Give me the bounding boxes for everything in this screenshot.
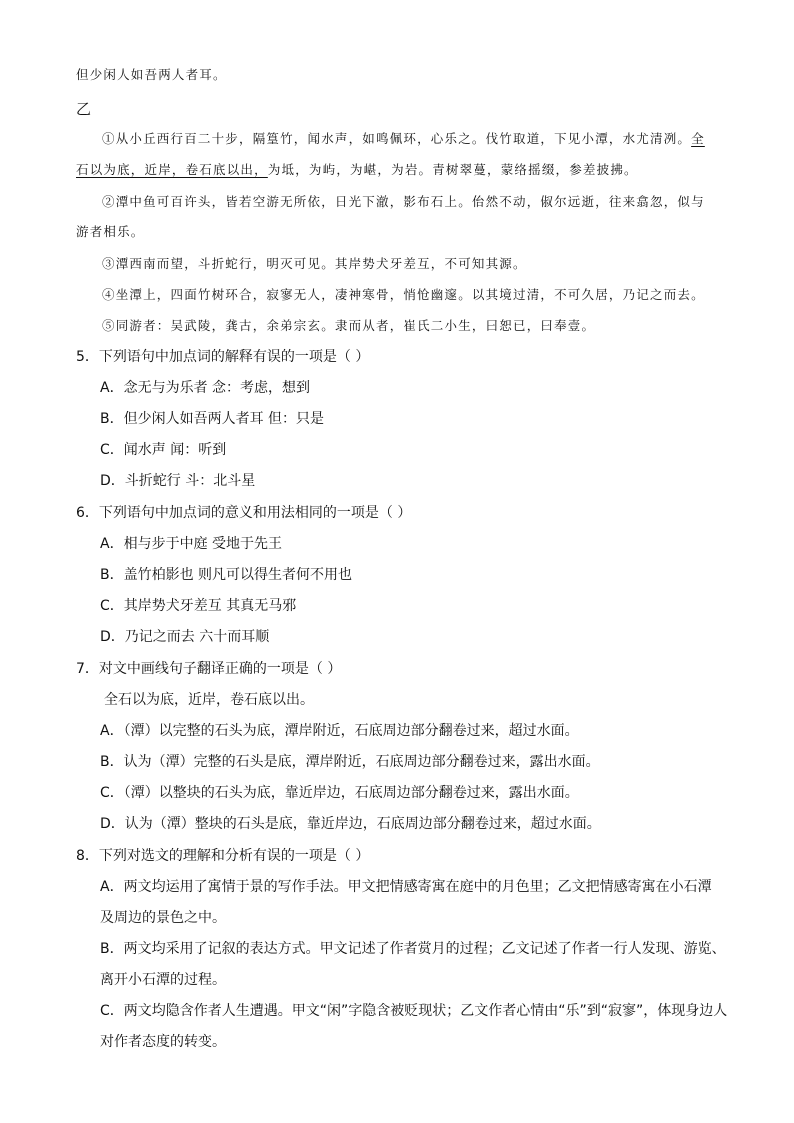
- question-7-option-d: D．认为（潭）整块的石头是底，靠近岸边，石底周边部分翻卷过来，超过水面。: [100, 816, 601, 832]
- yi-p1-text-rest: 为坻，为屿，为嵁，为岩。青树翠蔓，蒙络摇缀，参差披拂。: [267, 162, 638, 177]
- yi-paragraph-3: ③潭西南而望，斗折蛇行，明灭可见。其岸势犬牙差互，不可知其源。: [102, 256, 527, 271]
- yi-p1-underlined-start: 全: [691, 131, 705, 146]
- yi-paragraph-1-line-2: [76, 160, 638, 180]
- question-7-stem: 7．对文中画线句子翻译正确的一项是（ ）: [76, 661, 342, 677]
- question-8-option-b-line-2: 离开小石潭的过程。: [100, 972, 226, 988]
- question-6-option-d: D．乃记之而去 六十而耳顺: [100, 629, 270, 645]
- question-8-option-c-line-1: C．两文均隐含作者人生遭遇。甲文“闲”字隐含被贬现状；乙文作者心情由“乐”到“寂寥”，体现身边人: [100, 1003, 728, 1019]
- question-6-option-b: B．盖竹柏影也 则凡可以得生者何不用也: [100, 567, 353, 583]
- question-8-option-b-line-1: B．两文均采用了记叙的表达方式。甲文记述了作者赏月的过程；乙文记述了作者一行人发现、游览、: [100, 941, 726, 957]
- yi-p1-underlined-sentence: 石以为底，近岸，卷石底以出，: [76, 162, 268, 177]
- question-5-stem: 5．下列语句中加点词的解释有误的一项是（ ）: [76, 349, 370, 365]
- question-7-option-a: A．（潭）以完整的石头为底，潭岸附近，石底周边部分翻卷过来，超过水面。: [100, 723, 579, 739]
- question-8-option-c-line-2: 对作者态度的转变。: [100, 1034, 226, 1050]
- question-8-option-a-line-2: 及周边的景色之中。: [100, 910, 226, 926]
- question-7-option-b: B．认为（潭）完整的石头是底，潭岸附近，石底周边部分翻卷过来，露出水面。: [100, 754, 600, 770]
- yi-paragraph-4: ④坐潭上，四面竹树环合，寂寥无人，凄神寒骨，悄怆幽邃。以其境过清，不可久居，乃记之而去。: [102, 287, 705, 302]
- yi-paragraph-1-line-1: [102, 129, 705, 149]
- question-7-quoted-sentence: 全石以为底，近岸，卷石底以出。: [104, 692, 314, 708]
- question-8-stem: 8．下列对选文的理解和分析有误的一项是（ ）: [76, 848, 370, 864]
- yi-paragraph-5: ⑤同游者：吴武陵，龚古，余弟宗玄。隶而从者，崔氏二小生，曰恕已，曰奉壹。: [102, 318, 596, 333]
- yi-paragraph-2-line-2: 游者相乐。: [76, 224, 145, 239]
- question-6-option-a: A．相与步于中庭 受地于先王: [100, 536, 283, 552]
- question-6-option-c: C．其岸势犬牙差互 其真无马邪: [100, 598, 297, 614]
- yi-p1-text: ①从小丘西行百二十步，隔篁竹，闻水声，如鸣佩环，心乐之。伐竹取道，下见小潭，水尤清冽。: [102, 131, 692, 146]
- yi-paragraph-2-line-1: ②潭中鱼可百许头，皆若空游无所依，日光下澈，影布石上。佁然不动，俶尔远逝，往来翕忽，似与: [102, 194, 705, 209]
- question-5-option-c: C．闻水声 闻：听到: [100, 442, 227, 458]
- question-8-option-a-line-1: A．两文均运用了寓情于景的写作手法。甲文把情感寄寓在庭中的月色里；乙文把情感寄寓在小石潭: [100, 879, 712, 895]
- passage-jia-ending: 但少闲人如吾两人者耳。: [76, 67, 227, 82]
- passage-yi-label: 乙: [76, 100, 92, 118]
- question-5-option-d: D．斗折蛇行 斗：北斗星: [100, 473, 256, 489]
- question-5-option-b: B．但少闲人如吾两人者耳 但：只是: [100, 411, 325, 427]
- question-7-option-c: C．（潭）以整块的石头为底，靠近岸边，石底周边部分翻卷过来，露出水面。: [100, 785, 579, 801]
- question-5-option-a: A．念无与为乐者 念：考虑，想到: [100, 380, 311, 396]
- question-6-stem: 6．下列语句中加点词的意义和用法相同的一项是（ ）: [76, 505, 412, 521]
